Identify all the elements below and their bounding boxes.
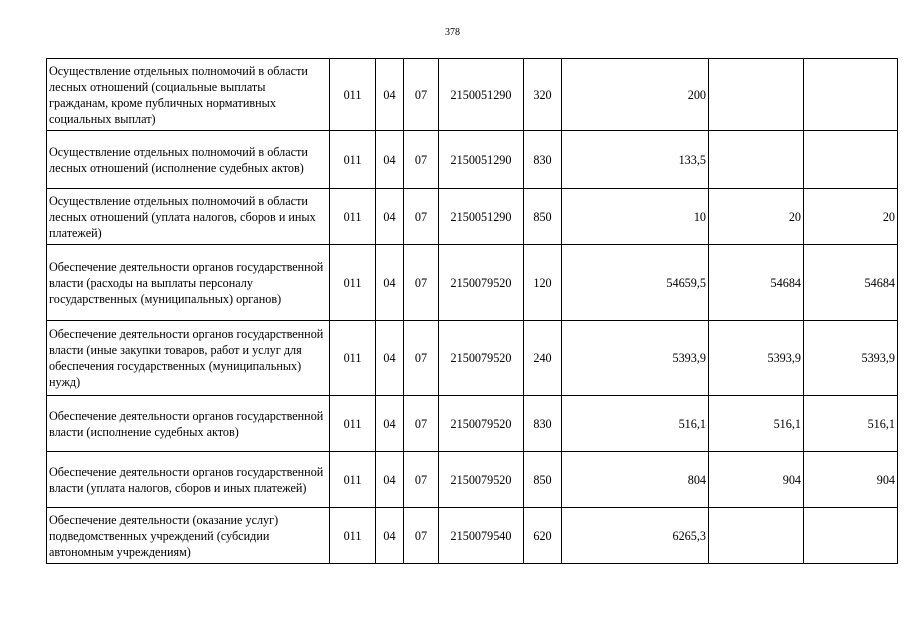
target-article: 2150051290 (439, 131, 524, 189)
expense-type: 240 (524, 321, 562, 396)
ministry-code: 011 (330, 396, 376, 452)
section-code: 04 (376, 508, 404, 564)
ministry-code: 011 (330, 59, 376, 131)
target-article: 2150079520 (439, 245, 524, 321)
table-row (47, 131, 898, 189)
subsection-code: 07 (404, 131, 439, 189)
row-name: Обеспечение деятельности органов государственной власти (исполнение судебных актов) (47, 396, 330, 452)
amount-year-1: 5393,9 (562, 321, 709, 396)
section-code: 04 (376, 189, 404, 245)
section-code: 04 (376, 131, 404, 189)
amount-year-2 (709, 59, 804, 131)
table-row (47, 245, 898, 321)
expense-type: 830 (524, 131, 562, 189)
expense-type: 830 (524, 396, 562, 452)
amount-year-2: 5393,9 (709, 321, 804, 396)
target-article: 2150051290 (439, 189, 524, 245)
expense-type: 320 (524, 59, 562, 131)
expense-type: 850 (524, 452, 562, 508)
subsection-code: 07 (404, 245, 439, 321)
section-code: 04 (376, 321, 404, 396)
amount-year-1: 54659,5 (562, 245, 709, 321)
amount-year-1: 6265,3 (562, 508, 709, 564)
row-name: Обеспечение деятельности органов государственной власти (иные закупки товаров, работ и услуг для обеспечения государственных (муниципальных) нужд) (47, 321, 330, 396)
subsection-code: 07 (404, 189, 439, 245)
amount-year-3: 5393,9 (804, 321, 898, 396)
amount-year-3: 54684 (804, 245, 898, 321)
amount-year-2: 516,1 (709, 396, 804, 452)
page-number: 378 (445, 27, 460, 38)
amount-year-3: 516,1 (804, 396, 898, 452)
section-code: 04 (376, 396, 404, 452)
subsection-code: 07 (404, 508, 439, 564)
row-name: Осуществление отдельных полномочий в области лесных отношений (исполнение судебных актов) (47, 131, 330, 189)
amount-year-2: 54684 (709, 245, 804, 321)
row-name: Обеспечение деятельности (оказание услуг) подведомственных учреждений (субсидии автономным учреждениям) (47, 508, 330, 564)
target-article: 2150079520 (439, 396, 524, 452)
amount-year-2 (709, 508, 804, 564)
table-row (47, 321, 898, 396)
section-code: 04 (376, 452, 404, 508)
row-name: Осуществление отдельных полномочий в области лесных отношений (социальные выплаты гражданам, кроме публичных нормативных социальных выплат) (47, 59, 330, 131)
row-name: Осуществление отдельных полномочий в области лесных отношений (уплата налогов, сборов и иных платежей) (47, 189, 330, 245)
amount-year-1: 133,5 (562, 131, 709, 189)
amount-year-3 (804, 59, 898, 131)
amount-year-3: 904 (804, 452, 898, 508)
table-row (47, 452, 898, 508)
target-article: 2150051290 (439, 59, 524, 131)
amount-year-3: 20 (804, 189, 898, 245)
amount-year-3 (804, 508, 898, 564)
row-name: Обеспечение деятельности органов государственной власти (расходы на выплаты персоналу государственных (муниципальных) органов) (47, 245, 330, 321)
amount-year-2: 904 (709, 452, 804, 508)
ministry-code: 011 (330, 452, 376, 508)
subsection-code: 07 (404, 396, 439, 452)
subsection-code: 07 (404, 452, 439, 508)
table-body (47, 59, 898, 564)
section-code: 04 (376, 245, 404, 321)
row-name: Обеспечение деятельности органов государственной власти (уплата налогов, сборов и иных платежей) (47, 452, 330, 508)
amount-year-3 (804, 131, 898, 189)
amount-year-1: 200 (562, 59, 709, 131)
target-article: 2150079540 (439, 508, 524, 564)
table-row (47, 508, 898, 564)
budget-table (46, 58, 898, 564)
subsection-code: 07 (404, 321, 439, 396)
amount-year-2: 20 (709, 189, 804, 245)
target-article: 2150079520 (439, 321, 524, 396)
table-row (47, 396, 898, 452)
ministry-code: 011 (330, 321, 376, 396)
amount-year-1: 516,1 (562, 396, 709, 452)
amount-year-2 (709, 131, 804, 189)
ministry-code: 011 (330, 189, 376, 245)
section-code: 04 (376, 59, 404, 131)
amount-year-1: 804 (562, 452, 709, 508)
ministry-code: 011 (330, 245, 376, 321)
ministry-code: 011 (330, 131, 376, 189)
ministry-code: 011 (330, 508, 376, 564)
amount-year-1: 10 (562, 189, 709, 245)
expense-type: 620 (524, 508, 562, 564)
subsection-code: 07 (404, 59, 439, 131)
table-row (47, 59, 898, 131)
expense-type: 850 (524, 189, 562, 245)
expense-type: 120 (524, 245, 562, 321)
table-row (47, 189, 898, 245)
target-article: 2150079520 (439, 452, 524, 508)
